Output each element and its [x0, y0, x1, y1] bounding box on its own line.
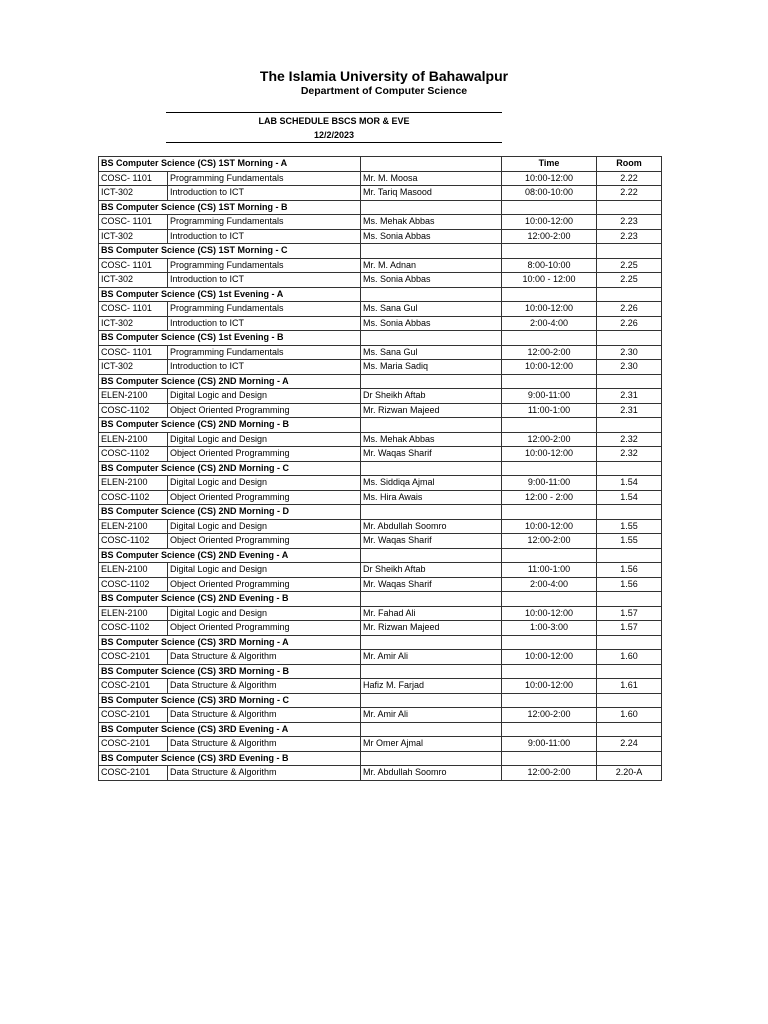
lab-time: 10:00-12:00 [502, 519, 597, 534]
course-code: COSC-2101 [99, 737, 168, 752]
section-title: BS Computer Science (CS) 3RD Morning - A [99, 635, 361, 650]
course-code: COSC- 1101 [99, 258, 168, 273]
section-row [99, 635, 662, 650]
section-title: BS Computer Science (CS) 3RD Evening - A [99, 722, 361, 737]
lab-time: 08:00-10:00 [502, 186, 597, 201]
section-empty-cell [597, 548, 662, 563]
lab-room: 1.54 [597, 490, 662, 505]
lab-time: 10:00 - 12:00 [502, 273, 597, 288]
header-rule-bottom [166, 142, 502, 143]
section-empty-cell [597, 505, 662, 520]
section-title: BS Computer Science (CS) 1ST Morning - C [99, 244, 361, 259]
section-title: BS Computer Science (CS) 2ND Evening - B [99, 592, 361, 607]
course-name: Programming Fundamentals [168, 302, 361, 317]
lab-room: 2.32 [597, 447, 662, 462]
teacher-name: Ms. Mehak Abbas [361, 215, 502, 230]
table-row [99, 679, 662, 694]
teacher-name: Mr. Tariq Masood [361, 186, 502, 201]
university-title: The Islamia University of Bahawalpur [259, 68, 509, 84]
course-code: ICT-302 [99, 316, 168, 331]
table-row [99, 650, 662, 665]
section-empty-cell [361, 505, 502, 520]
table-header-row [99, 157, 662, 172]
header-time: Time [502, 157, 597, 172]
table-row [99, 273, 662, 288]
teacher-name: Mr. Abdullah Soomro [361, 519, 502, 534]
course-name: Programming Fundamentals [168, 258, 361, 273]
table-row [99, 186, 662, 201]
section-empty-cell [361, 418, 502, 433]
table-row [99, 490, 662, 505]
course-name: Object Oriented Programming [168, 621, 361, 636]
teacher-name: Ms. Sana Gul [361, 302, 502, 317]
lab-time: 2:00-4:00 [502, 577, 597, 592]
table-row [99, 447, 662, 462]
course-name: Object Oriented Programming [168, 447, 361, 462]
teacher-name: Mr. Rizwan Majeed [361, 621, 502, 636]
section-empty-cell [597, 751, 662, 766]
section-row [99, 287, 662, 302]
teacher-name: Ms. Maria Sadiq [361, 360, 502, 375]
lab-room: 2.30 [597, 360, 662, 375]
section-empty-cell [502, 287, 597, 302]
teacher-name: Ms. Mehak Abbas [361, 432, 502, 447]
lab-room: 2.26 [597, 302, 662, 317]
section-empty-cell [597, 418, 662, 433]
section-empty-cell [361, 287, 502, 302]
schedule-title: LAB SCHEDULE BSCS MOR & EVE [258, 116, 410, 126]
course-name: Object Oriented Programming [168, 403, 361, 418]
lab-time: 10:00-12:00 [502, 171, 597, 186]
course-code: COSC-2101 [99, 708, 168, 723]
section-title: BS Computer Science (CS) 2ND Morning - D [99, 505, 361, 520]
lab-room: 2.23 [597, 215, 662, 230]
table-row [99, 229, 662, 244]
lab-room: 1.61 [597, 679, 662, 694]
lab-room: 1.60 [597, 650, 662, 665]
section-empty-cell [597, 664, 662, 679]
teacher-name: Ms. Siddiqa Ajmal [361, 476, 502, 491]
schedule-date: 12/2/2023 [313, 130, 355, 140]
course-code: COSC- 1101 [99, 345, 168, 360]
teacher-name: Ms. Sonia Abbas [361, 316, 502, 331]
course-name: Digital Logic and Design [168, 519, 361, 534]
lab-room: 2.31 [597, 403, 662, 418]
lab-time: 10:00-12:00 [502, 360, 597, 375]
section-row [99, 548, 662, 563]
table-row [99, 476, 662, 491]
table-row [99, 389, 662, 404]
section-empty-cell [502, 200, 597, 215]
teacher-name: Mr. Fahad Ali [361, 606, 502, 621]
teacher-name: Mr. Waqas Sharif [361, 447, 502, 462]
section-title: BS Computer Science (CS) 3RD Evening - B [99, 751, 361, 766]
lab-time: 12:00-2:00 [502, 229, 597, 244]
course-name: Data Structure & Algorithm [168, 766, 361, 781]
course-code: COSC-2101 [99, 650, 168, 665]
section-title: BS Computer Science (CS) 3RD Morning - B [99, 664, 361, 679]
table-row [99, 215, 662, 230]
lab-time: 12:00-2:00 [502, 432, 597, 447]
teacher-name: Dr Sheikh Aftab [361, 563, 502, 578]
section-empty-cell [361, 592, 502, 607]
course-code: ICT-302 [99, 229, 168, 244]
lab-schedule-table [98, 156, 662, 781]
section-row [99, 418, 662, 433]
course-code: COSC-1102 [99, 447, 168, 462]
section-row [99, 693, 662, 708]
course-name: Data Structure & Algorithm [168, 650, 361, 665]
lab-time: 9:00-11:00 [502, 737, 597, 752]
lab-room: 1.60 [597, 708, 662, 723]
course-name: Programming Fundamentals [168, 345, 361, 360]
lab-time: 10:00-12:00 [502, 650, 597, 665]
section-empty-cell [361, 664, 502, 679]
course-name: Data Structure & Algorithm [168, 679, 361, 694]
lab-time: 2:00-4:00 [502, 316, 597, 331]
section-empty-cell [502, 664, 597, 679]
section-empty-cell [597, 287, 662, 302]
course-name: Programming Fundamentals [168, 171, 361, 186]
section-title: BS Computer Science (CS) 2ND Morning - C [99, 461, 361, 476]
section-empty-cell [597, 244, 662, 259]
section-title: BS Computer Science (CS) 2ND Evening - A [99, 548, 361, 563]
teacher-name: Mr Omer Ajmal [361, 737, 502, 752]
section-empty-cell [597, 635, 662, 650]
section-title: BS Computer Science (CS) 2ND Morning - B [99, 418, 361, 433]
table-row [99, 403, 662, 418]
course-code: COSC-1102 [99, 621, 168, 636]
course-code: COSC- 1101 [99, 302, 168, 317]
section-row [99, 751, 662, 766]
course-name: Introduction to ICT [168, 186, 361, 201]
lab-time: 12:00-2:00 [502, 766, 597, 781]
course-name: Introduction to ICT [168, 229, 361, 244]
section-empty-cell [361, 244, 502, 259]
lab-time: 12:00 - 2:00 [502, 490, 597, 505]
table-row [99, 708, 662, 723]
lab-room: 2.20-A [597, 766, 662, 781]
course-name: Object Oriented Programming [168, 490, 361, 505]
section-empty-cell [597, 722, 662, 737]
teacher-name: Ms. Sonia Abbas [361, 229, 502, 244]
course-code: ICT-302 [99, 360, 168, 375]
course-name: Programming Fundamentals [168, 215, 361, 230]
section-row [99, 244, 662, 259]
lab-time: 10:00-12:00 [502, 679, 597, 694]
course-name: Object Oriented Programming [168, 577, 361, 592]
lab-room: 2.32 [597, 432, 662, 447]
course-code: COSC-2101 [99, 766, 168, 781]
section-empty-cell [361, 461, 502, 476]
section-empty-cell [597, 461, 662, 476]
lab-time: 11:00-1:00 [502, 403, 597, 418]
lab-time: 10:00-12:00 [502, 215, 597, 230]
teacher-name: Mr. Waqas Sharif [361, 577, 502, 592]
section-empty-cell [502, 331, 597, 346]
section-row [99, 505, 662, 520]
section-empty-cell [502, 751, 597, 766]
section-empty-cell [361, 751, 502, 766]
section-empty-cell [361, 635, 502, 650]
lab-room: 2.31 [597, 389, 662, 404]
teacher-name: Mr. Abdullah Soomro [361, 766, 502, 781]
lab-room: 2.24 [597, 737, 662, 752]
course-name: Digital Logic and Design [168, 389, 361, 404]
course-name: Object Oriented Programming [168, 534, 361, 549]
lab-room: 1.54 [597, 476, 662, 491]
course-name: Data Structure & Algorithm [168, 737, 361, 752]
lab-room: 2.22 [597, 186, 662, 201]
section-row [99, 331, 662, 346]
lab-time: 8:00-10:00 [502, 258, 597, 273]
course-code: COSC- 1101 [99, 171, 168, 186]
table-row [99, 171, 662, 186]
section-empty-cell [597, 331, 662, 346]
section-empty-cell [502, 635, 597, 650]
lab-room: 1.57 [597, 606, 662, 621]
table-row [99, 316, 662, 331]
section-title: BS Computer Science (CS) 1st Evening - B [99, 331, 361, 346]
lab-room: 2.30 [597, 345, 662, 360]
lab-room: 2.22 [597, 171, 662, 186]
table-row [99, 563, 662, 578]
lab-room: 2.25 [597, 258, 662, 273]
course-code: ICT-302 [99, 186, 168, 201]
header-rule-top [166, 112, 502, 113]
teacher-name: Mr. Amir Ali [361, 650, 502, 665]
course-name: Digital Logic and Design [168, 476, 361, 491]
section-row [99, 592, 662, 607]
teacher-name: Mr. M. Moosa [361, 171, 502, 186]
course-code: ELEN-2100 [99, 563, 168, 578]
section-row [99, 200, 662, 215]
course-name: Data Structure & Algorithm [168, 708, 361, 723]
course-code: ELEN-2100 [99, 476, 168, 491]
course-code: COSC-1102 [99, 403, 168, 418]
lab-room: 1.56 [597, 577, 662, 592]
course-code: ELEN-2100 [99, 389, 168, 404]
section-row [99, 374, 662, 389]
course-name: Introduction to ICT [168, 273, 361, 288]
section-empty-cell [502, 461, 597, 476]
course-code: COSC-1102 [99, 577, 168, 592]
section-row [99, 461, 662, 476]
table-row [99, 345, 662, 360]
teacher-name: Ms. Sana Gul [361, 345, 502, 360]
section-empty-cell [502, 374, 597, 389]
course-name: Digital Logic and Design [168, 606, 361, 621]
section-title: BS Computer Science (CS) 1ST Morning - A [99, 157, 361, 172]
table-row [99, 360, 662, 375]
course-code: COSC-1102 [99, 534, 168, 549]
section-empty-cell [361, 722, 502, 737]
section-empty-cell [597, 693, 662, 708]
teacher-name: Ms. Hira Awais [361, 490, 502, 505]
lab-time: 11:00-1:00 [502, 563, 597, 578]
course-code: ELEN-2100 [99, 519, 168, 534]
course-code: ICT-302 [99, 273, 168, 288]
lab-time: 9:00-11:00 [502, 476, 597, 491]
lab-room: 1.57 [597, 621, 662, 636]
lab-time: 12:00-2:00 [502, 345, 597, 360]
course-name: Introduction to ICT [168, 316, 361, 331]
table-row [99, 621, 662, 636]
course-code: ELEN-2100 [99, 606, 168, 621]
course-code: ELEN-2100 [99, 432, 168, 447]
table-row [99, 302, 662, 317]
course-code: COSC-1102 [99, 490, 168, 505]
section-row [99, 664, 662, 679]
lab-time: 10:00-12:00 [502, 447, 597, 462]
lab-room: 2.25 [597, 273, 662, 288]
header-room: Room [597, 157, 662, 172]
section-title: BS Computer Science (CS) 2ND Morning - A [99, 374, 361, 389]
lab-time: 1:00-3:00 [502, 621, 597, 636]
section-empty-cell [361, 693, 502, 708]
section-empty-cell [502, 505, 597, 520]
course-name: Introduction to ICT [168, 360, 361, 375]
section-empty-cell [502, 592, 597, 607]
lab-room: 2.26 [597, 316, 662, 331]
lab-time: 12:00-2:00 [502, 708, 597, 723]
section-empty-cell [597, 374, 662, 389]
table-row [99, 534, 662, 549]
teacher-name: Ms. Sonia Abbas [361, 273, 502, 288]
teacher-name: Mr. M. Adnan [361, 258, 502, 273]
section-empty-cell [361, 548, 502, 563]
section-empty-cell [361, 200, 502, 215]
section-empty-cell [361, 331, 502, 346]
lab-room: 1.55 [597, 534, 662, 549]
lab-room: 1.56 [597, 563, 662, 578]
table-row [99, 737, 662, 752]
section-empty-cell [502, 244, 597, 259]
section-empty-cell [502, 548, 597, 563]
teacher-name: Mr. Waqas Sharif [361, 534, 502, 549]
section-empty-cell [597, 200, 662, 215]
section-empty-cell [502, 418, 597, 433]
course-name: Digital Logic and Design [168, 432, 361, 447]
department-title: Department of Computer Science [300, 85, 468, 97]
section-empty-cell [597, 592, 662, 607]
section-row [99, 722, 662, 737]
table-row [99, 432, 662, 447]
course-code: COSC-2101 [99, 679, 168, 694]
lab-time: 9:00-11:00 [502, 389, 597, 404]
teacher-name: Mr. Rizwan Majeed [361, 403, 502, 418]
section-empty-cell [502, 722, 597, 737]
lab-time: 10:00-12:00 [502, 302, 597, 317]
lab-room: 2.23 [597, 229, 662, 244]
course-code: COSC- 1101 [99, 215, 168, 230]
table-row [99, 577, 662, 592]
section-title: BS Computer Science (CS) 1ST Morning - B [99, 200, 361, 215]
table-row [99, 258, 662, 273]
lab-room: 1.55 [597, 519, 662, 534]
table-row [99, 766, 662, 781]
teacher-name: Dr Sheikh Aftab [361, 389, 502, 404]
section-empty-cell [502, 693, 597, 708]
section-title: BS Computer Science (CS) 3RD Morning - C [99, 693, 361, 708]
teacher-name: Mr. Amir Ali [361, 708, 502, 723]
table-row [99, 606, 662, 621]
header-teacher-cell [361, 157, 502, 172]
section-empty-cell [361, 374, 502, 389]
section-title: BS Computer Science (CS) 1st Evening - A [99, 287, 361, 302]
lab-time: 12:00-2:00 [502, 534, 597, 549]
course-name: Digital Logic and Design [168, 563, 361, 578]
table-row [99, 519, 662, 534]
teacher-name: Hafiz M. Farjad [361, 679, 502, 694]
lab-time: 10:00-12:00 [502, 606, 597, 621]
